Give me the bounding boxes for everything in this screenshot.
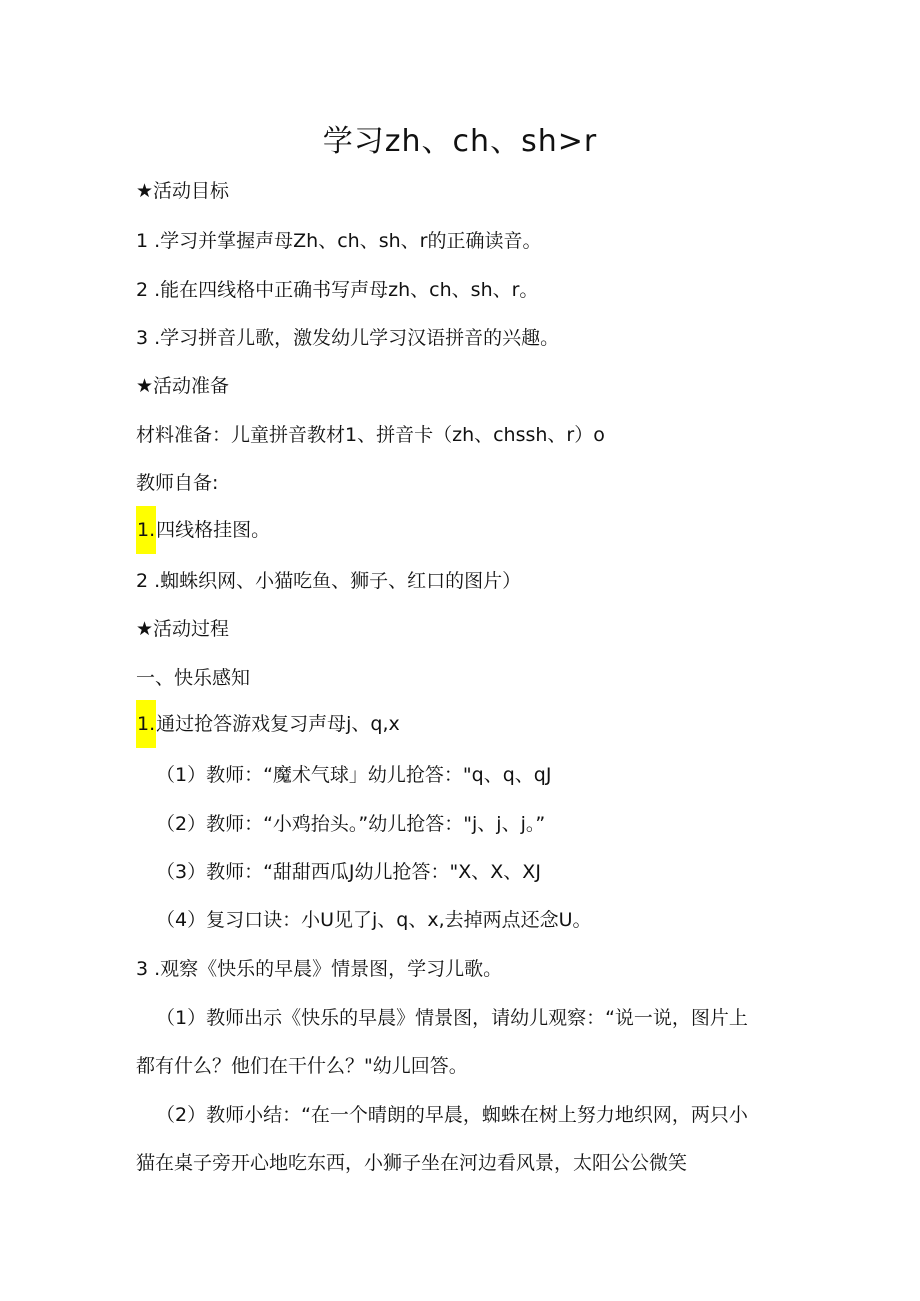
step-1-text: 通过抢答游戏复习声母j、q,x bbox=[156, 713, 400, 735]
goals-heading: ★活动目标 bbox=[136, 180, 230, 202]
goal-item: 2 .能在四线格中正确书写声母zh、ch、sh、r。 bbox=[136, 279, 539, 301]
step-1-item: （1）教师：“魔术气球」幼儿抢答："q、q、qJ bbox=[156, 764, 552, 786]
section-heading: 一、快乐感知 bbox=[136, 667, 251, 689]
step-3-item-2-cont: 猫在桌子旁开心地吃东西，小狮子坐在河边看风景，太阳公公微笑 bbox=[136, 1152, 688, 1174]
teacher-prep-item-1-text: 四线格挂图。 bbox=[156, 519, 271, 541]
teacher-prep-label: 教师自备: bbox=[136, 472, 219, 494]
step-3-item-1: （1）教师出示《快乐的早晨》情景图，请幼儿观察：“说一说，图片上 bbox=[156, 1007, 748, 1029]
goal-item: 1 .学习并掌握声母Zh、ch、sh、r的正确读音。 bbox=[136, 230, 542, 252]
highlighted-number: 1. bbox=[136, 506, 156, 554]
goal-item: 3 .学习拼音儿歌，激发幼儿学习汉语拼音的兴趣。 bbox=[136, 327, 560, 349]
step-1-item: （2）教师：“小鸡抬头。”幼儿抢答："j、j、j。” bbox=[156, 813, 546, 835]
step-1-item: （3）教师：“甜甜西瓜J幼儿抢答："X、X、XJ bbox=[156, 861, 541, 883]
teacher-prep-item-2: 2 .蜘蛛织网、小猫吃鱼、狮子、红口的图片） bbox=[136, 570, 522, 592]
process-heading: ★活动过程 bbox=[136, 618, 230, 640]
step-3-item-1-cont: 都有什么？他们在干什么？"幼儿回答。 bbox=[136, 1055, 468, 1077]
highlighted-number: 1. bbox=[136, 700, 156, 748]
step-3-item-2: （2）教师小结：“在一个晴朗的早晨，蜘蛛在树上努力地织网，两只小 bbox=[156, 1104, 748, 1126]
step-1-item: （4）复习口诀：小U见了j、q、x,去掉两点还念U。 bbox=[156, 909, 592, 931]
materials-line: 材料准备：儿童拼音教材1、拼音卡（zh、chssh、r）o bbox=[136, 424, 605, 446]
teacher-prep-item-1 bbox=[136, 506, 270, 554]
step-1 bbox=[136, 700, 400, 748]
prep-heading: ★活动准备 bbox=[136, 375, 230, 397]
document-title: 学习zh、ch、sh>r bbox=[322, 124, 598, 159]
step-3: 3 .观察《快乐的早晨》情景图，学习儿歌。 bbox=[136, 958, 503, 980]
